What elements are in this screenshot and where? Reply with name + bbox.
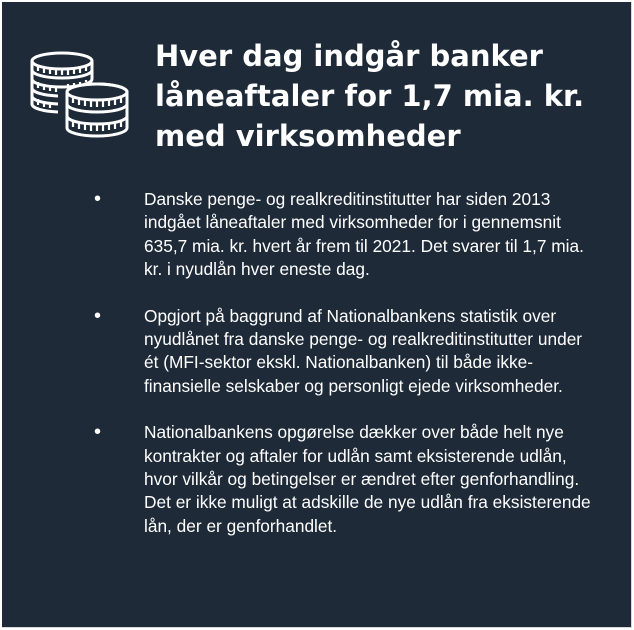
bullet-icon: • — [94, 304, 102, 327]
list-item — [94, 188, 594, 282]
list-item — [94, 305, 594, 399]
bullet-icon: • — [94, 421, 102, 444]
coins-icon — [24, 46, 134, 142]
bullet-text: Opgjort på baggrund af Nationalbankens statistik over nyudlånet fra danske penge- og realkreditinstitutter under ét (MFI-sektor ekskl. Nationalbanken) til både ikke-finansielle selskaber og personligt ejede virksomheder. — [144, 305, 583, 396]
bullet-icon: • — [94, 188, 102, 210]
bullet-text: Danske penge- og realkreditinstitutter har siden 2013 indgået låneaftaler med virksomheder for i gennemsnit 635,7 mia. kr. hvert år frem til 2021. Det svarer til 1,7 mia. kr. i nyudlån hver eneste dag. — [144, 189, 584, 280]
bullet-text: Nationalbankens opgørelse dækker over både helt nye kontrakter og aftaler for udlån samt eksisterende udlån, hvor vilkår og betingelser er ændret efter genforhandling. Det er ikke muligt at adskille de nye udlån fra eksisterende lån, der er genforhandlet. — [144, 422, 591, 536]
bullet-list — [94, 188, 594, 561]
card-title: Hver dag indgår banker låneaftaler for 1,7 mia. kr. med virksomheder — [155, 39, 585, 153]
info-card — [2, 2, 632, 628]
list-item — [94, 421, 594, 538]
